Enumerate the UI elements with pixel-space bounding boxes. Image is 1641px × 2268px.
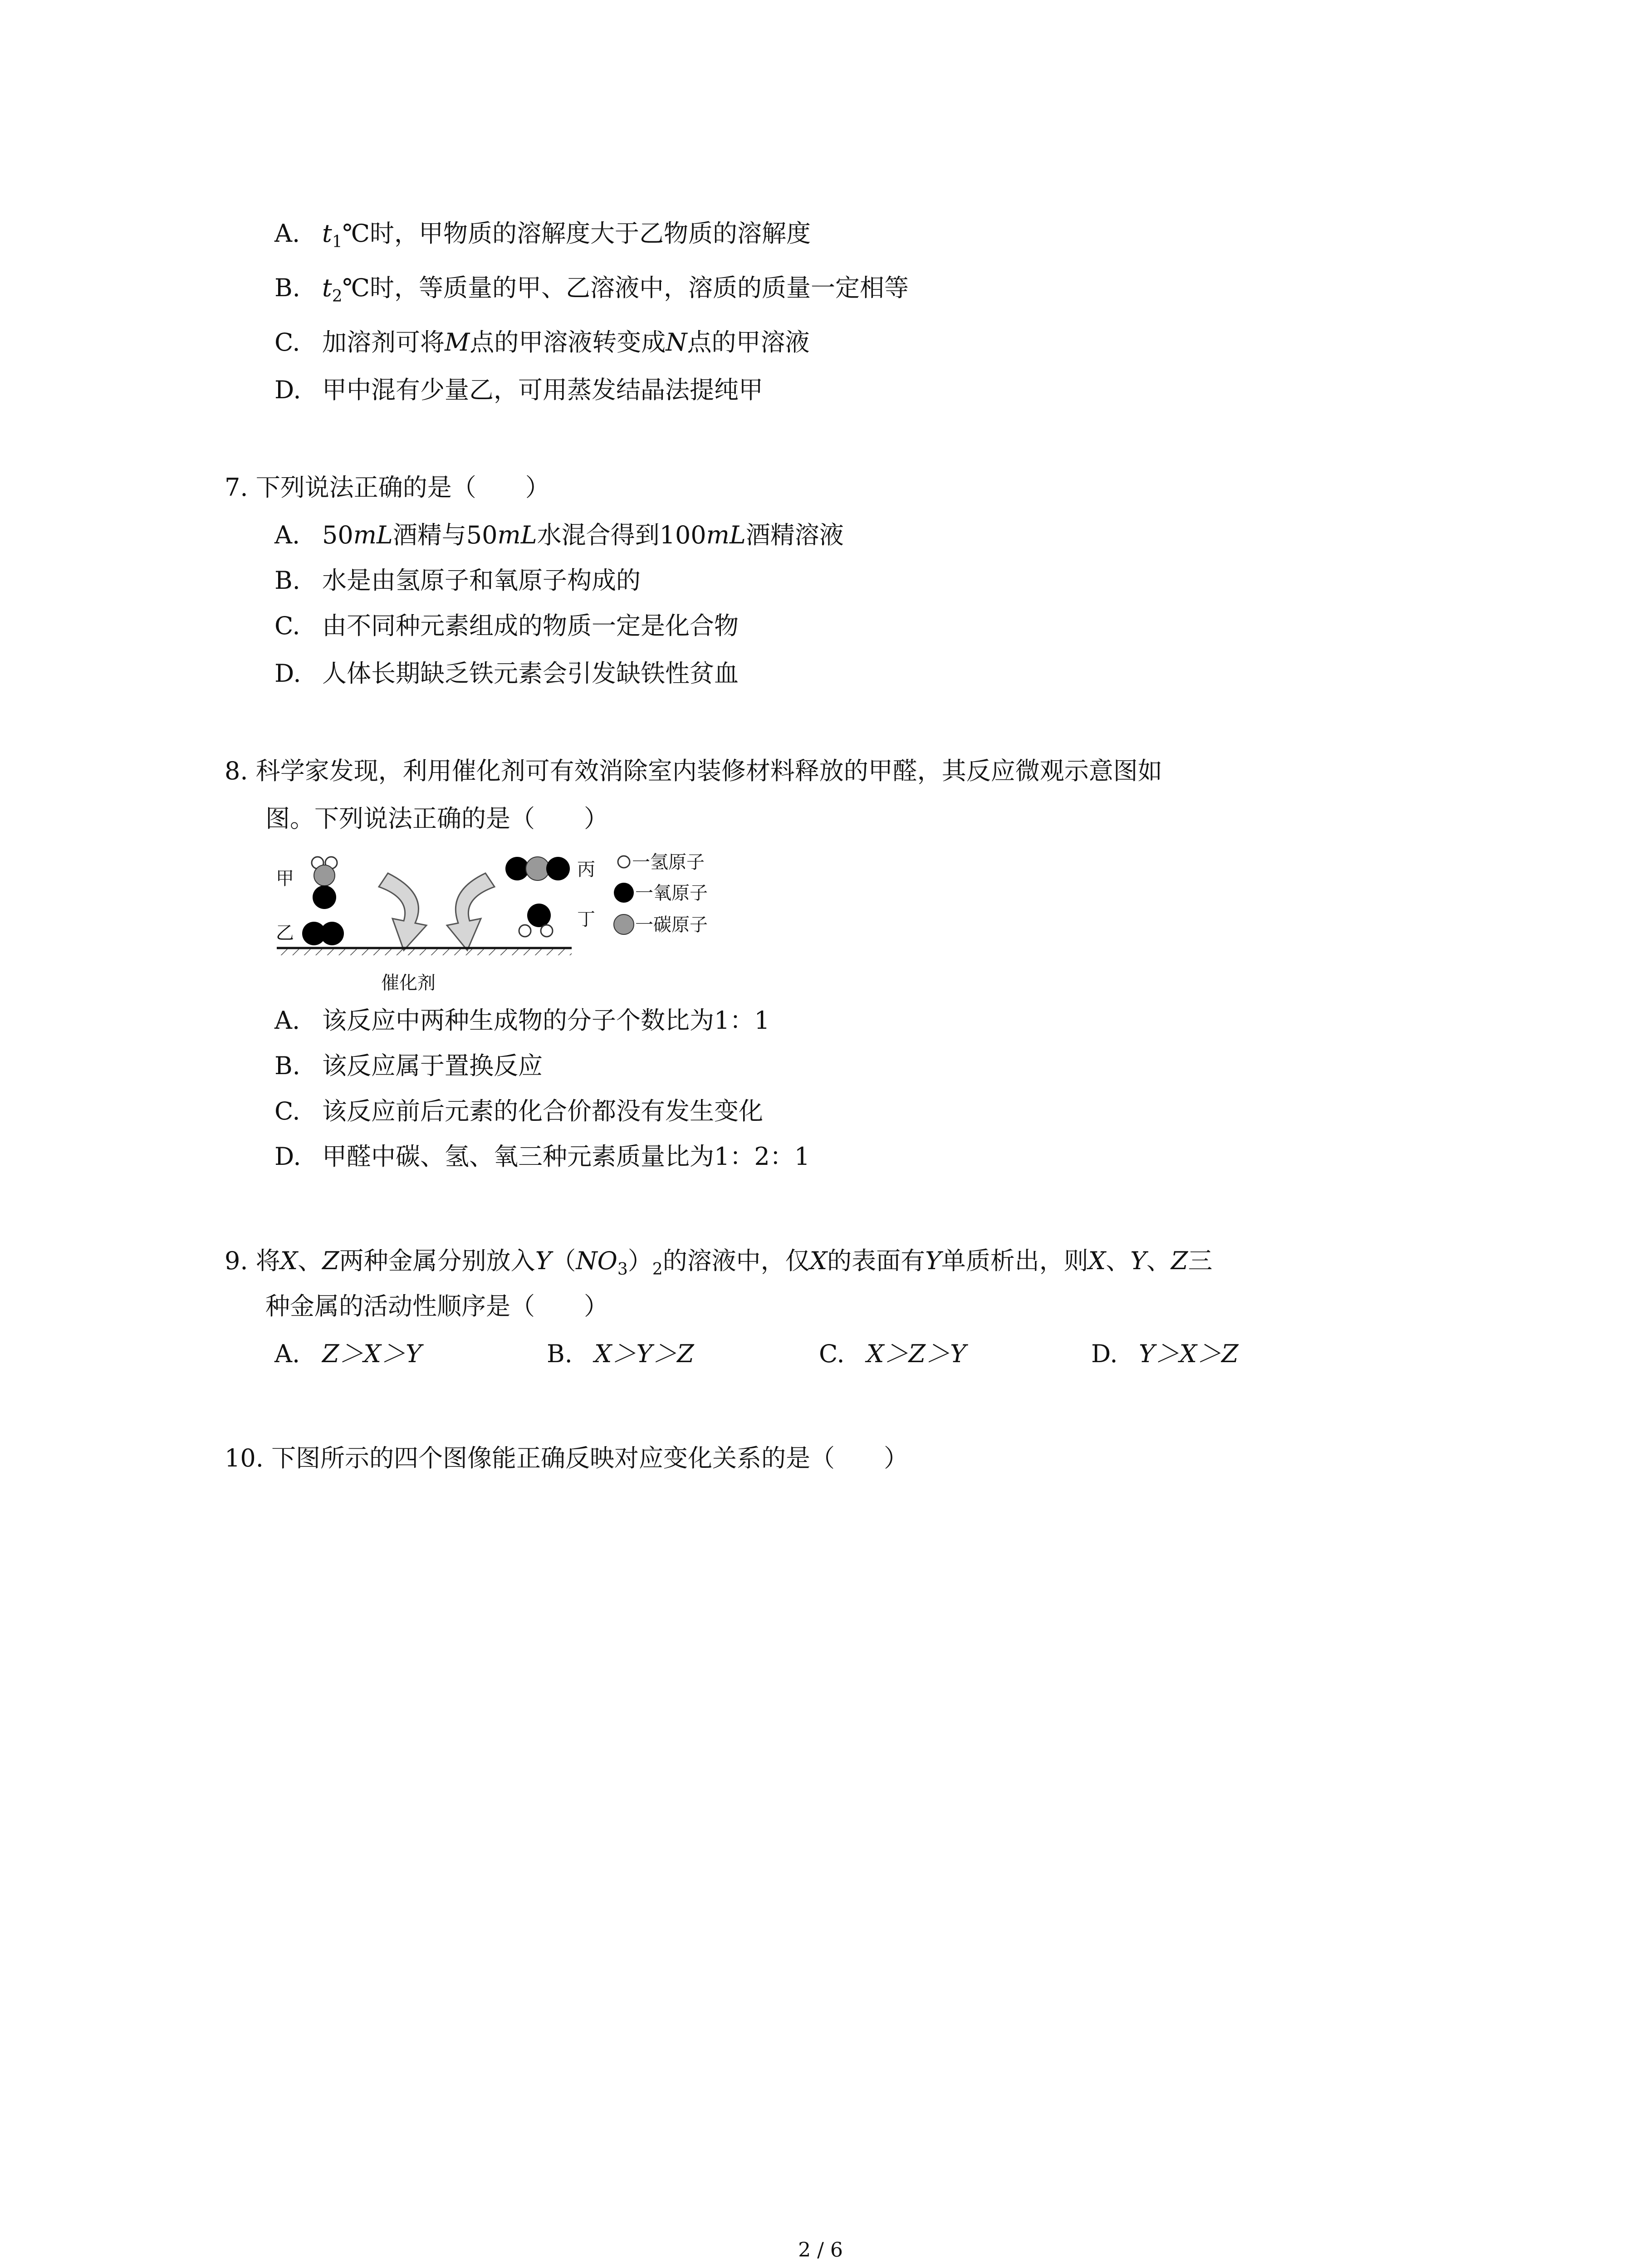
legend-carbon-icon <box>614 914 634 934</box>
option-key: C. <box>274 611 300 640</box>
metal-z: Z <box>1171 1246 1188 1275</box>
q9-stem-line2 <box>265 1290 608 1322</box>
option-key: D. <box>274 659 301 688</box>
paren: （ <box>551 1246 576 1275</box>
option-key: C. <box>274 1097 300 1125</box>
q8-option-a <box>274 1005 770 1036</box>
option-text-post: 点的甲溶液 <box>687 328 810 357</box>
legend-oxygen-icon <box>614 883 634 903</box>
separator: 、 <box>1106 1246 1131 1275</box>
q7-option-c <box>274 610 739 642</box>
reaction-diagram <box>272 848 771 998</box>
volume-unit: mL <box>353 521 393 549</box>
stem-text: 将 <box>255 1246 280 1275</box>
legend-oxygen-label: 一氧原子 <box>635 883 708 904</box>
q9-option-c <box>819 1338 966 1370</box>
catalyst-hatching <box>277 949 572 955</box>
option-key: A. <box>274 1006 300 1035</box>
legend-hydrogen-icon <box>618 856 630 868</box>
option-text: Z＞X＞Y <box>322 1339 422 1368</box>
option-text: X＞Y＞Z <box>594 1339 694 1368</box>
metal-x: X <box>280 1246 298 1275</box>
option-key: A. <box>274 1339 300 1368</box>
option-key: A. <box>274 219 300 248</box>
question-number: 9. <box>225 1246 248 1275</box>
temp-symbol: t <box>322 219 332 248</box>
option-text: 该反应前后元素的化合价都没有发生变化 <box>322 1097 763 1125</box>
stem-text: 两种金属分别放入 <box>339 1246 535 1275</box>
q9-option-b <box>547 1338 694 1370</box>
label-ding: 丁 <box>577 909 595 930</box>
question-stem: 图。下列说法正确的是（ ） <box>265 804 608 833</box>
volume-unit: mL <box>497 521 537 549</box>
q7-option-d <box>274 658 739 689</box>
option-text: 甲中混有少量乙，可用蒸发结晶法提纯甲 <box>322 376 763 404</box>
oxygen-atom <box>313 885 336 909</box>
option-key: D. <box>1091 1339 1118 1368</box>
point-m: M <box>445 328 470 357</box>
temp-subscript: 2 <box>332 287 343 306</box>
option-key: D. <box>274 376 301 404</box>
option-key: B. <box>274 566 300 595</box>
separator: 、 <box>1146 1246 1171 1275</box>
curved-arrow-icon <box>447 873 495 950</box>
volume-number: 50 <box>322 521 353 549</box>
option-key: A. <box>274 521 300 549</box>
curved-arrow-icon <box>379 873 426 950</box>
q6-option-c <box>274 327 810 358</box>
label-jia: 甲 <box>276 868 294 889</box>
option-text: 由不同种元素组成的物质一定是化合物 <box>322 611 739 640</box>
question-number: 7. <box>225 473 248 502</box>
question-stem: 科学家发现，利用催化剂可有效消除室内装修材料释放的甲醛，其反应微观示意图如 <box>255 757 1162 785</box>
carbon-atom <box>314 865 335 886</box>
q10-stem <box>225 1442 908 1474</box>
metal-y: Y <box>925 1246 941 1275</box>
option-text: 酒精溶液 <box>745 521 844 549</box>
option-key: C. <box>274 328 300 357</box>
option-text: ℃时，甲物质的溶解度大于乙物质的溶解度 <box>342 219 811 248</box>
oxygen-atom <box>320 922 344 945</box>
paren: ） <box>627 1246 652 1275</box>
q9-option-a <box>274 1338 422 1370</box>
question-stem: 下图所示的四个图像能正确反映对应变化关系的是（ ） <box>271 1444 909 1472</box>
nitrate-formula: NO <box>576 1246 617 1275</box>
volume-number: 50 <box>466 521 498 549</box>
option-text: 甲醛中碳、氢、氧三种元素质量比为1：2：1 <box>322 1142 810 1171</box>
option-key: B. <box>274 274 300 302</box>
formula-subscript: 2 <box>652 1260 663 1279</box>
hydrogen-atom <box>519 925 531 937</box>
metal-y: Y <box>1130 1246 1146 1275</box>
label-bing: 丙 <box>577 859 595 880</box>
q6-option-d <box>274 374 763 406</box>
q8-stem-line1 <box>225 755 1162 787</box>
option-text: Y＞X＞Z <box>1139 1339 1239 1368</box>
option-key: B. <box>547 1339 573 1368</box>
q6-option-b <box>274 272 909 313</box>
metal-x: X <box>1088 1246 1106 1275</box>
q8-option-b <box>274 1050 543 1082</box>
q7-option-b <box>274 565 641 596</box>
q9-option-d <box>1091 1338 1239 1370</box>
question-number: 10. <box>225 1444 264 1472</box>
page-number: 2 / 6 <box>798 2239 843 2262</box>
q7-stem <box>225 472 550 503</box>
hydrogen-atom <box>541 925 553 937</box>
metal-z: Z <box>322 1246 339 1275</box>
option-text: 水混合得到 <box>537 521 660 549</box>
option-key: B. <box>274 1051 300 1080</box>
label-catalyst: 催化剂 <box>381 973 436 993</box>
oxygen-atom <box>527 904 551 927</box>
option-text: 酒精与 <box>392 521 466 549</box>
q9-stem-line1 <box>225 1245 1212 1286</box>
stem-text: 三 <box>1188 1246 1213 1275</box>
legend-carbon-label: 一碳原子 <box>635 914 708 935</box>
q6-option-a <box>274 218 811 258</box>
stem-text: 的溶液中，仅 <box>662 1246 810 1275</box>
carbon-atom <box>526 857 549 880</box>
volume-number: 100 <box>659 521 706 549</box>
option-text-pre: 加溶剂可将 <box>322 328 445 357</box>
question-number: 8. <box>225 757 248 785</box>
volume-unit: mL <box>706 521 746 549</box>
point-n: N <box>666 328 687 357</box>
label-yi: 乙 <box>276 923 294 943</box>
option-text: 该反应属于置换反应 <box>322 1051 543 1080</box>
q8-option-c <box>274 1095 763 1127</box>
stem-text: 单质析出，则 <box>941 1246 1088 1275</box>
option-key: D. <box>274 1142 301 1171</box>
option-text-mid: 点的甲溶液转变成 <box>470 328 666 357</box>
formula-subscript: 3 <box>617 1260 628 1279</box>
option-text: 人体长期缺乏铁元素会引发缺铁性贫血 <box>322 659 739 688</box>
metal-y: Y <box>535 1246 552 1275</box>
q8-stem-line2 <box>265 803 608 835</box>
question-stem: 种金属的活动性顺序是（ ） <box>265 1292 608 1320</box>
separator: 、 <box>298 1246 323 1275</box>
option-text: ℃时，等质量的甲、乙溶液中，溶质的质量一定相等 <box>342 274 909 302</box>
option-key: C. <box>819 1339 845 1368</box>
oxygen-atom <box>546 857 570 880</box>
option-text: 水是由氢原子和氧原子构成的 <box>322 566 641 595</box>
question-stem: 下列说法正确的是（ ） <box>255 473 550 502</box>
option-text: X＞Z＞Y <box>867 1339 966 1368</box>
stem-text: 的表面有 <box>827 1246 926 1275</box>
temp-symbol: t <box>322 274 332 302</box>
temp-subscript: 1 <box>332 233 343 251</box>
q8-option-d <box>274 1141 810 1173</box>
q7-option-a <box>274 519 844 551</box>
metal-x: X <box>809 1246 828 1275</box>
option-text: 该反应中两种生成物的分子个数比为1：1 <box>322 1006 770 1035</box>
legend-hydrogen-label: 一氢原子 <box>632 852 705 873</box>
